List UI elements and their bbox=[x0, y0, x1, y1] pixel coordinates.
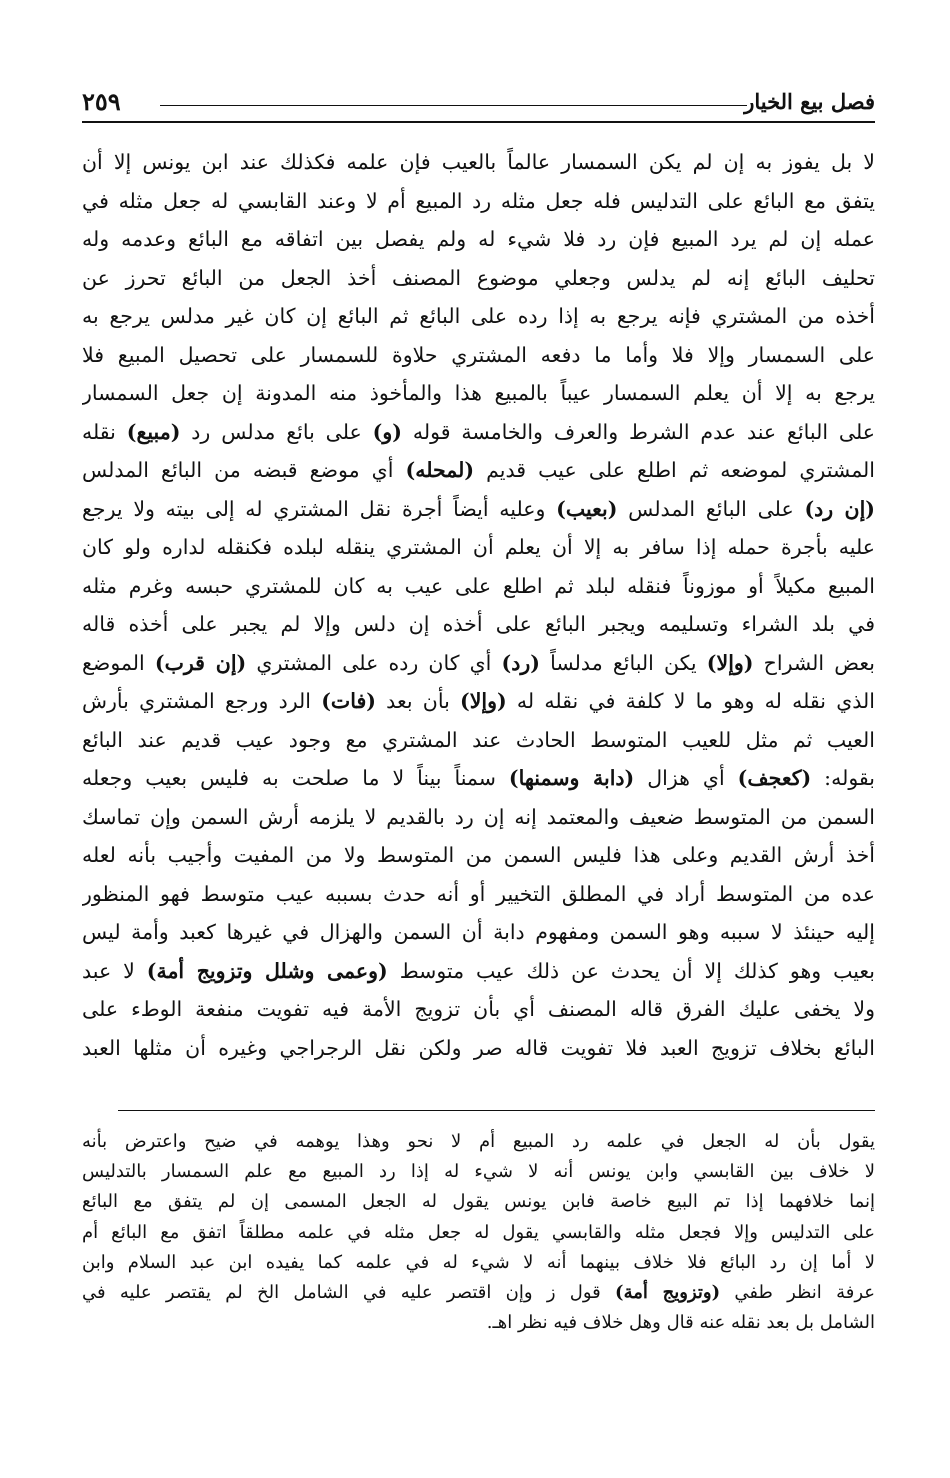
main-text: لا بل يفوز به إن لم يكن السمسار عالماً بالعيب فإن علمه فكذلك عند ابن يونس إلا أن bbox=[82, 150, 875, 174]
main-line bbox=[82, 413, 875, 452]
main-line bbox=[82, 490, 875, 529]
main-line bbox=[82, 567, 875, 606]
main-text: يرجع به إلا أن يعلم السمسار عيباً بالمبيع هذا والمأخوذ منه المدونة إن جعل السمسار bbox=[82, 381, 875, 405]
main-text: الرد ورجع المشتري بأرش bbox=[82, 689, 322, 713]
main-bold-term: (و) bbox=[372, 419, 402, 444]
footnotes-line bbox=[82, 1127, 875, 1157]
main-text: أخذ أرش القديم وعلى هذا فليس السمن من المتوسط ولا من المفيت وأجيب بأنه لعله bbox=[82, 843, 875, 867]
footnotes-text: عرفة انظر طفي bbox=[720, 1281, 875, 1303]
main-text: في بلد الشراء وتسليمه ويجبر البائع على أخذه إن دلس وإلا لم يجبر على أخذه قاله bbox=[82, 612, 875, 636]
main-text: العيب ثم مثل للعيب المتوسط الحادث عند المشتري مع وجود عيب قديم عند البائع bbox=[82, 727, 875, 752]
main-text: لا عبد bbox=[82, 958, 147, 983]
main-text: عمله إن لم يرد المبيع فإن رد فلا شيء له ولم يفصل بين اتفاقه مع البائع وعدمه وله bbox=[82, 227, 875, 251]
main-text: على السمسار وإلا فلا وأما ما دفعه المشتري حلاوة للسمسار على تحصيل المبيع فلا bbox=[82, 342, 875, 367]
main-line bbox=[82, 798, 875, 837]
main-line bbox=[82, 259, 875, 298]
footnotes-text: لا أما إن رد البائع فلا خلاف بينهما أنه لا شيء له في علمه كما يفيده ابن عبد السلام وابن bbox=[82, 1251, 875, 1273]
main-line bbox=[82, 1029, 875, 1068]
main-line bbox=[82, 374, 875, 413]
main-text: أي هزال bbox=[634, 766, 738, 790]
main-text: تحليف البائع إنه لم يدلس وجعلي موضوع المصنف أخذ الجعل من البائع تحرز عن bbox=[82, 265, 875, 290]
main-line bbox=[82, 220, 875, 259]
main-text: على بائع مدلس رد bbox=[180, 419, 373, 444]
main-bold-term: (دابة وسمنها) bbox=[508, 766, 635, 790]
main-line bbox=[82, 143, 875, 182]
main-line bbox=[82, 528, 875, 567]
main-line bbox=[82, 297, 875, 336]
footnotes-line bbox=[82, 1157, 875, 1187]
main-bold-term: (لمحله) bbox=[405, 458, 475, 482]
footnotes-text: قول ز وإن اقتصر عليه في الشامل الخ لم يقتصر عليه في bbox=[82, 1281, 616, 1303]
footnotes-text: الشامل بل بعد نقله عنه قال وهل خلاف فيه نظر اهـ. bbox=[486, 1312, 875, 1334]
main-text: سمناً بيناً لا ما صلحت به فليس بعيب وجعله bbox=[82, 766, 509, 790]
footnotes-line bbox=[82, 1308, 875, 1338]
footnotes-line bbox=[82, 1187, 875, 1217]
footnotes bbox=[82, 1127, 875, 1338]
chapter-title: فصل بيع الخيار bbox=[744, 89, 875, 114]
main-text: الموضع bbox=[82, 650, 155, 675]
main-text: بقوله: bbox=[811, 766, 875, 790]
main-text: عليه بأجرة حمله إذا سافر به إلا أن يعلم أن المشتري ينقله لبلده فكنقله لداره ولو كان bbox=[82, 535, 875, 559]
main-line bbox=[82, 605, 875, 644]
main-text: بعض الشراح bbox=[753, 650, 875, 675]
header-rule bbox=[160, 105, 747, 106]
main-text: وعليه أيضاً أجرة نقل المشتري له إلى بيته ولا يرجع bbox=[82, 496, 557, 521]
main-text: عده من المتوسط أراد في المطلق التخيير أو أنه حدث بسببه عيب متوسط فهو المنظور bbox=[82, 881, 875, 906]
main-text: أي كان رده على المشتري bbox=[246, 650, 502, 675]
main-line bbox=[82, 182, 875, 221]
main-line bbox=[82, 990, 875, 1029]
main-bold-term: (وإلا) bbox=[706, 650, 754, 675]
footnotes-text: إنما خلافهما إذا تم البيع خاصة فابن يونس يقول له الجعل المسمى إن لم يتفق مع البائع bbox=[82, 1191, 875, 1213]
footnotes-bold-term: (وتزويج أمة) bbox=[615, 1281, 721, 1303]
main-text: ولا يخفى عليك الفرق قاله المصنف أي بأن تزويج الأمة فيه تفويت منفعة الوطء على bbox=[82, 997, 875, 1021]
main-text: المبيع مكيلاً أو موزوناً فنقله لبلد ثم اطلع على عيب به كان للمشتري حبسه وغرم مثله bbox=[82, 573, 875, 598]
main-line bbox=[82, 875, 875, 914]
header-bottom-rule bbox=[82, 121, 875, 123]
main-line bbox=[82, 836, 875, 875]
main-line bbox=[82, 721, 875, 760]
main-bold-term: (وعمى وشلل وتزويج أمة) bbox=[146, 958, 388, 983]
main-text bbox=[82, 143, 875, 1067]
main-bold-term: (وإلا) bbox=[460, 689, 507, 713]
main-bold-term: (كعجف) bbox=[737, 766, 812, 790]
main-text: بعيب وهو كذلك إلا أن يحدث عن ذلك عيب متوسط bbox=[387, 958, 875, 983]
main-line bbox=[82, 759, 875, 798]
main-text: المشتري لموضعه ثم اطلع على عيب قديم bbox=[474, 458, 875, 482]
main-bold-term: (إن رد) bbox=[804, 496, 875, 521]
footnotes-line bbox=[82, 1218, 875, 1248]
main-text: السمن من المتوسط ضعيف والمعتمد إنه إن رد بالقديم لا يلزمه أرش السمن وإن تماسك bbox=[82, 804, 875, 829]
footnote-rule bbox=[118, 1110, 875, 1111]
main-text: يتفق مع البائع على التدليس فله جعل مثله رد المبيع أم لا وعند القابسي له جعل مثله في bbox=[82, 188, 875, 213]
footnotes-line bbox=[82, 1278, 875, 1308]
main-text: على البائع المدلس bbox=[617, 496, 805, 521]
main-line bbox=[82, 913, 875, 952]
main-text: الذي نقله له وهو ما لا كلفة في نقله له bbox=[506, 689, 875, 713]
footnotes-text: على التدليس وإلا فجعل مثله والقابسي يقول له جعل مثله في علمه مطلقاً اتفق مع البائع أم bbox=[82, 1221, 875, 1243]
main-bold-term: (فات) bbox=[321, 689, 376, 713]
footnotes-line bbox=[82, 1248, 875, 1278]
page-number: ٢٥٩ bbox=[82, 87, 121, 116]
footnotes-text: لا خلاف بين القابسي وابن يونس أنه لا شيء له إذا رد المبيع مع علم السمسار بالتدليس bbox=[82, 1161, 875, 1183]
main-text: أي موضع قبضه من البائع المدلس bbox=[82, 458, 406, 482]
main-text: البائع بخلاف تزويج العبد فلا تفويت قاله صر ولكن نقل الرجراجي وغيره أن مثلها العبد bbox=[82, 1035, 875, 1060]
main-bold-term: (رد) bbox=[501, 650, 540, 675]
main-text: إليه حينئذ لا سببه وهو السمن ومفهوم دابة أن السمن والهزال في غيرها كعبد وأمة ليس bbox=[82, 920, 875, 944]
main-text: على البائع عند عدم الشرط والعرف والخامسة قوله bbox=[401, 419, 875, 444]
main-text: نقله bbox=[82, 419, 127, 444]
main-text: أخذه من المشتري فإنه يرجع به إذا رده على البائع ثم البائع إن كان غير مدلس يرجع به bbox=[82, 304, 875, 328]
main-bold-term: (مبيع) bbox=[126, 419, 181, 444]
main-bold-term: (بعيب) bbox=[556, 496, 618, 521]
main-line bbox=[82, 336, 875, 375]
footnotes-text: يقول بأن له الجعل في علمه رد المبيع أم لا نحو وهذا يوهمه في ضيح واعترض بأنه bbox=[82, 1131, 875, 1152]
main-line bbox=[82, 952, 875, 991]
main-line bbox=[82, 682, 875, 721]
main-bold-term: (إن قرب) bbox=[154, 650, 247, 675]
main-text: يكن البائع مدلساً bbox=[539, 650, 707, 675]
main-text: بأن بعد bbox=[375, 689, 461, 713]
main-line bbox=[82, 644, 875, 683]
main-line bbox=[82, 451, 875, 490]
